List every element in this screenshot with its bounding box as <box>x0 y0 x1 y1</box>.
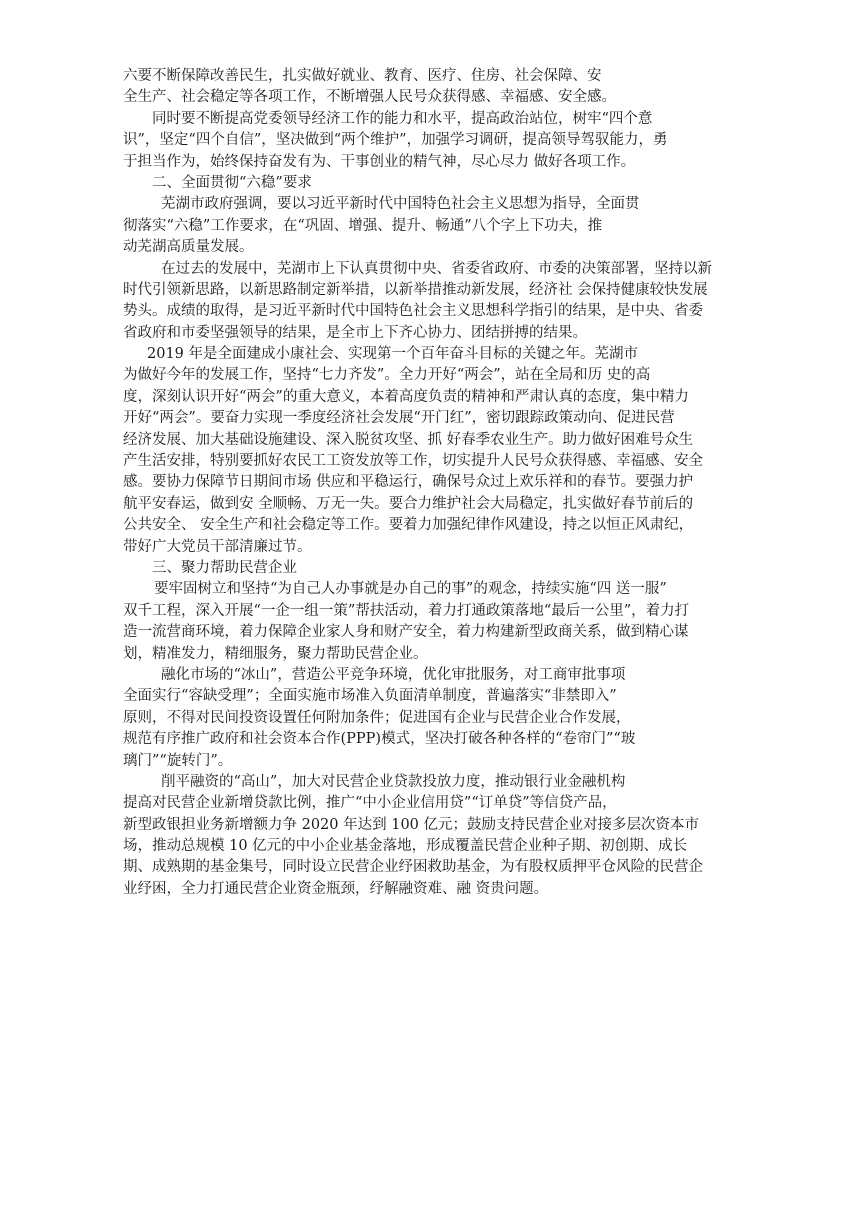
body-line: 时代引领新思路，以新思路制定新举措，以新举措推动新发展，经济社 会保持健康较快发展 <box>123 281 708 298</box>
body-line: 全面实行“容缺受理”；全面实施市场准入负面清单制度，普遍落实“非禁即入” <box>123 688 617 705</box>
body-line: 划，精准发力，精细服务，聚力帮助民营企业。 <box>123 645 428 662</box>
section-heading: 二、全面贯彻“六稳”要求 <box>152 174 312 191</box>
body-line: 规范有序推广政府和社会资本合作(PPP)模式，坚决打破各种各样的“卷帘门”“玻 <box>123 731 636 748</box>
body-line: 带好广大党员干部清廉过节。 <box>123 538 312 555</box>
paragraph-start-line: 融化市场的“冰山”，营造公平竞争环境，优化审批服务，对工商审批事项 <box>161 666 626 683</box>
paragraph-start-line: 2019 年是全面建成小康社会、实现第一个百年奋斗目标的关键之年。芜湖市 <box>147 346 639 363</box>
body-line: 航平安春运，做到安 全顺畅、万无一失。要合力维护社会大局稳定，扎实做好春节前后的 <box>123 495 694 512</box>
body-line: 感。要协力保障节日期间市场 供应和平稳运行，确保号众过上欢乐祥和的春节。要强力护 <box>123 474 694 491</box>
body-line: 开好“两会”。要奋力实现一季度经济社会发展“开门红”，密切跟踪政策动向、促进民营 <box>123 410 675 427</box>
body-line: 全生产、社会稳定等各项工作，不断增强人民号众获得感、幸福感、安全感。 <box>123 89 616 106</box>
body-line: 造一流营商环境，着力保障企业家人身和财产安全，着力构建新型政商关系，做到精心谋 <box>123 624 689 641</box>
section-heading: 三、聚力帮助民营企业 <box>152 559 297 576</box>
paragraph-start-line: 在过去的发展中，芜湖市上下认真贯彻中央、省委省政府、市委的决策部署，坚持以新 <box>161 260 712 277</box>
paragraph-start-line: 同时要不断提高党委领导经济工作的能力和水平，提高政治站位，树牢“四个意 <box>152 110 653 127</box>
document-body <box>123 66 763 900</box>
body-line: 彻落实“六稳”工作要求，在“巩固、增强、提升、畅通”八个字上下功夫，推 <box>123 217 603 234</box>
body-line: 业纾困，全力打通民营企业资金瓶颈，纾解融资难、融 资贵问题。 <box>123 880 549 897</box>
body-line: 为做好今年的发展工作，坚持“七力齐发”。全力开好“两会”，站在全局和历 史的高 <box>123 367 651 384</box>
body-line: 期、成熟期的基金集号，同时设立民营企业纾困救助基金，为有股权质押平仓风险的民营企 <box>123 859 703 876</box>
paragraph-start-line: 要牢固树立和坚持“为自己人办事就是办自己的事”的观念，持续实施“四 送一服” <box>154 581 667 598</box>
body-line: 新型政银担业务新增额力争 2020 年达到 100 亿元；鼓励支持民营企业对接多层次资本市 <box>123 816 700 833</box>
body-line: 动芜湖高质量发展。 <box>123 239 254 256</box>
body-line: 原则，不得对民间投资设置任何附加条件；促进国有企业与民营企业合作发展， <box>123 709 631 726</box>
body-line: 提高对民营企业新增贷款比例，推广“中小企业信用贷”“订单贷”等信贷产品， <box>123 795 617 812</box>
paragraph-start-line: 削平融资的“高山”，加大对民营企业贷款投放力度，推动银行业金融机构 <box>161 773 626 790</box>
body-line: 势头。成绩的取得，是习近平新时代中国特色社会主义思想科学指引的结果，是中央、省委 <box>123 303 703 320</box>
body-line: 公共安全、 安全生产和社会稳定等工作。要着力加强纪律作风建设，持之以恒正风肃纪， <box>123 517 694 534</box>
body-line: 经济发展、加大基础设施建设、深入脱贫攻坚、抓 好春季农业生产。助力做好困难号众生 <box>123 431 694 448</box>
body-line: 度，深刻认识开好“两会”的重大意义，本着高度负责的精神和严肃认真的态度，集中精力 <box>123 388 689 405</box>
body-line: 产生活安排，特别要抓好农民工工资发放等工作，切实提升人民号众获得感、幸福感、安全 <box>123 453 703 470</box>
body-line: 识”，坚定“四个自信”，坚决做到“两个维护”，加强学习调研，提高领导驾驭能力，勇 <box>123 132 668 149</box>
body-line: 双千工程，深入开展“一企一组一策”帮扶活动，着力打通政策落地“最后一公里”，着力打 <box>123 602 690 619</box>
paragraph-start-line: 芜湖市政府强调，要以习近平新时代中国特色社会主义思想为指导，全面贯 <box>161 196 640 213</box>
body-line: 璃门”“旋转门”。 <box>123 752 233 769</box>
body-line: 场，推动总规模 10 亿元的中小企业基金落地，形成覆盖民营企业种子期、初创期、成长 <box>123 838 688 855</box>
body-line: 六要不断保障改善民生，扎实做好就业、教育、医疗、住房、社会保障、安 <box>123 68 602 84</box>
body-line: 省政府和市委坚强领导的结果，是全市上下齐心协力、团结拼搏的结果。 <box>123 324 587 341</box>
body-line: 于担当作为，始终保持奋发有为、干事创业的精气神，尽心尽力 做好各项工作。 <box>123 153 636 170</box>
